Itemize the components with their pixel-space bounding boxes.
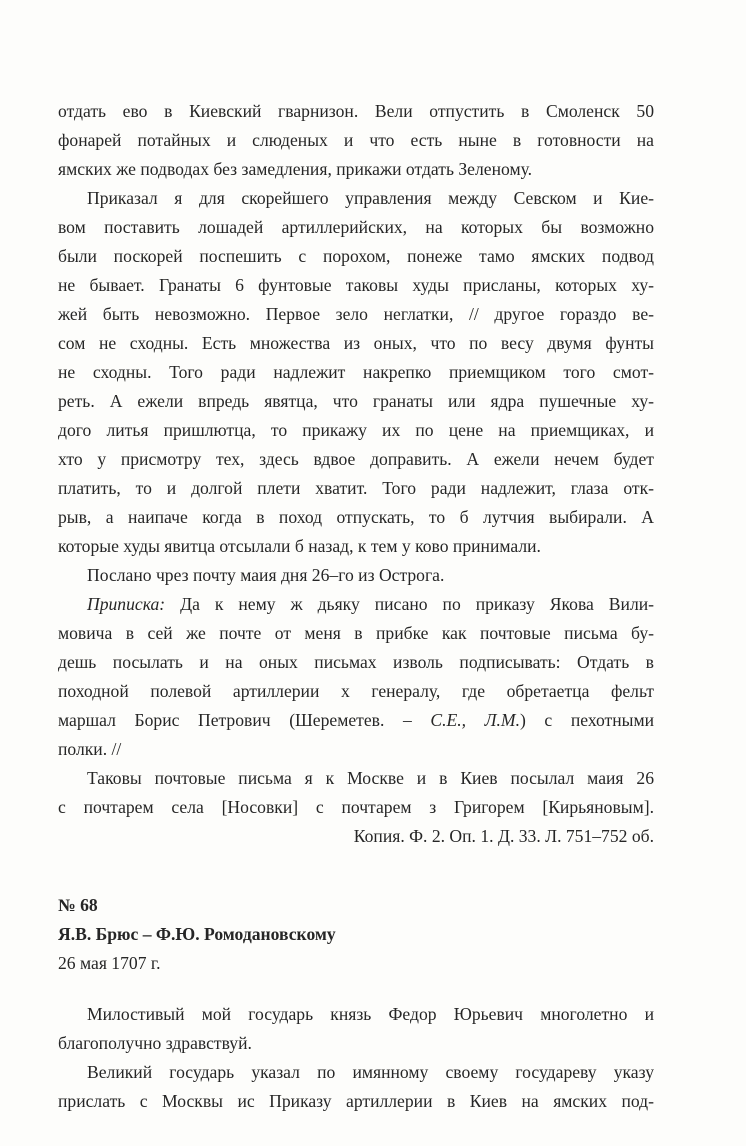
text-line: вом поставить лошадей артиллерийских, на которых бы возможно xyxy=(58,217,654,237)
document-date: 26 мая 1707 г. xyxy=(58,953,161,973)
text-line: жей быть невозможно. Первое зело неглатки, // другое гораздо ве- xyxy=(58,304,654,324)
text-line: хто у присмотру тех, здесь вдвое доправить. А ежели нечем будет xyxy=(58,449,654,469)
text-line: рыв, а наипаче когда в поход отпускать, то б лутчия выбирали. А xyxy=(58,507,654,527)
editor-initials: С.Е., Л.М. xyxy=(430,710,520,730)
marshal-text-end: ) с пехотными xyxy=(519,710,654,730)
text-line: походной полевой артиллерии х генералу, где обретаетца фельт xyxy=(58,681,654,701)
postscript-text: Да к нему ж дьяку писано по приказу Якова Вили- xyxy=(165,594,654,614)
postscript-marshal-line xyxy=(58,706,654,734)
text-line: с почтарем села [Носовки] с почтарем з Григорем [Кирьяновым]. xyxy=(58,797,654,817)
text-line: Милостивый мой государь князь Федор Юрьевич многолетно и xyxy=(87,1004,654,1024)
text-line: дого литья пришлютца, то прикажу их по цене на приемщиках, и xyxy=(58,420,654,440)
text-line: дешь посылать и на оных письмах изволь подписывать: Отдать в xyxy=(58,652,654,672)
text-line: ямских же подводах без замедления, прикажи отдать Зеленому. xyxy=(58,159,533,179)
archive-reference: Копия. Ф. 2. Оп. 1. Д. 33. Л. 751–752 об. xyxy=(353,826,654,846)
text-line: не сходны. Того ради надлежит накрепко приемщиком того смот- xyxy=(58,362,654,382)
text-line: не бывает. Гранаты 6 фунтовые таковы худы присланы, которых ху- xyxy=(58,275,654,295)
postscript-first-line xyxy=(87,590,654,618)
text-line: мовича в сей же почте от меня в прибке как почтовые письма бу- xyxy=(58,623,654,643)
text-line: фонарей потайных и слюденых и что есть ныне в готовности на xyxy=(58,130,654,150)
document-title: Я.В. Брюс – Ф.Ю. Ромодановскому xyxy=(58,924,336,944)
postscript-label: Приписка: xyxy=(87,594,166,614)
document-number: № 68 xyxy=(58,895,98,915)
text-line: Великий государь указал по имянному своему государеву указу xyxy=(87,1062,654,1082)
text-line: Послано чрез почту маия дня 26–го из Острога. xyxy=(87,565,445,585)
marshal-text: маршал Борис Петрович (Шереметев. – xyxy=(58,710,431,730)
text-line: Таковы почтовые письма я к Москве и в Киев посылал маия 26 xyxy=(87,768,654,788)
text-line: отдать ево в Киевский гварнизон. Вели отпустить в Смоленск 50 xyxy=(58,101,654,121)
text-line: сом не сходны. Есть множества из оных, что по весу двумя фунты xyxy=(58,333,654,353)
text-line: благополучно здравствуй. xyxy=(58,1033,252,1053)
text-line: прислать с Москвы ис Приказу артиллерии в Киев на ямских под- xyxy=(58,1091,654,1111)
text-line: платить, то и долгой плети хватит. Того ради надлежит, глаза отк- xyxy=(58,478,654,498)
text-line: полки. // xyxy=(58,739,122,759)
text-line: реть. А ежели впредь явятца, что гранаты или ядра пушечные ху- xyxy=(58,391,654,411)
text-line: были поскорей поспешить с порохом, понеже тамо ямских подвод xyxy=(58,246,654,266)
text-line: Приказал я для скорейшего управления между Севском и Кие- xyxy=(87,188,654,208)
text-line: которые худы явитца отсылали б назад, к тем у ково принимали. xyxy=(58,536,541,556)
